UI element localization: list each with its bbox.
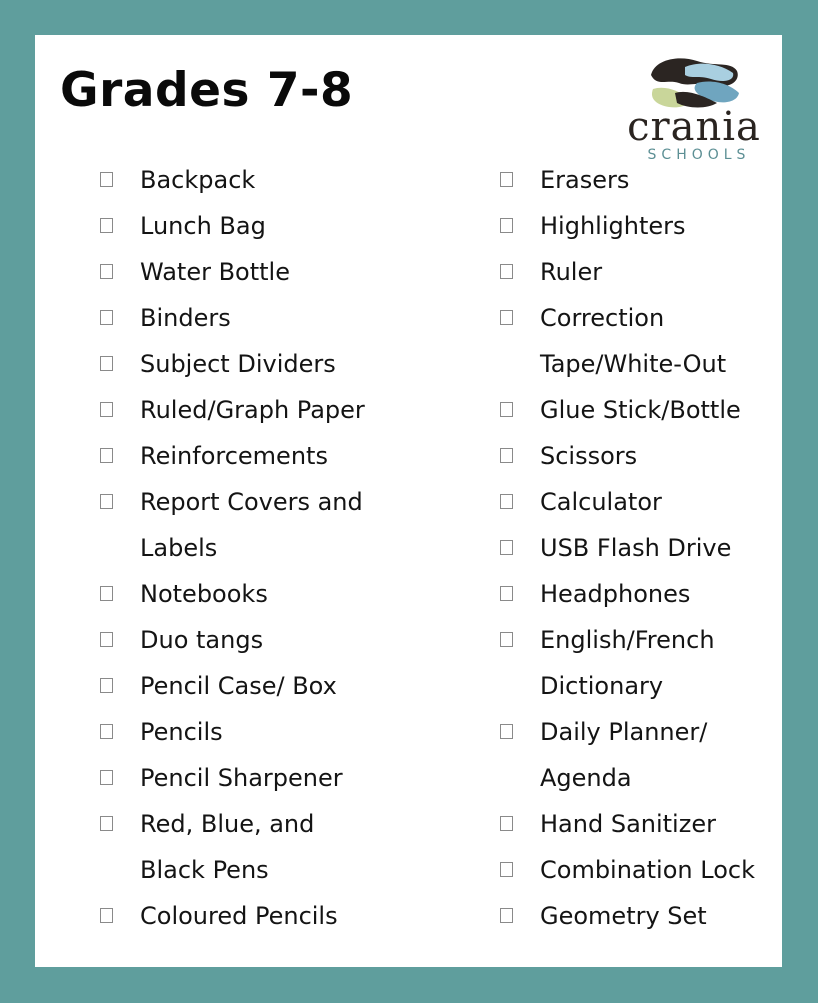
item-label: Calculator [540, 488, 662, 516]
item-label: Water Bottle [140, 258, 290, 286]
checkbox-icon[interactable] [500, 632, 513, 647]
item-label: Binders [140, 304, 231, 332]
item-label: Red, Blue, and Black Pens [140, 810, 315, 884]
checklist-item[interactable] [95, 295, 415, 341]
checkbox-icon[interactable] [100, 770, 113, 785]
checklist-item[interactable] [495, 847, 775, 893]
checklist-item[interactable] [95, 617, 415, 663]
checkbox-icon[interactable] [500, 816, 513, 831]
logo-wordmark: crania [627, 104, 761, 150]
checklist-item[interactable] [95, 801, 376, 893]
checkbox-icon[interactable] [500, 218, 513, 233]
item-label: Ruled/Graph Paper [140, 396, 365, 424]
checkbox-icon[interactable] [500, 448, 513, 463]
item-label: Subject Dividers [140, 350, 336, 378]
checkbox-icon[interactable] [500, 862, 513, 877]
item-label: Erasers [540, 166, 630, 194]
checkbox-icon[interactable] [100, 310, 113, 325]
checklist-item[interactable] [495, 709, 770, 801]
item-label: Glue Stick/Bottle [540, 396, 741, 424]
logo-mark-icon [645, 53, 741, 111]
checkbox-icon[interactable] [100, 172, 113, 187]
page-title: Grades 7-8 [60, 63, 354, 118]
checklist-item[interactable] [95, 709, 415, 755]
item-label: USB Flash Drive [540, 534, 732, 562]
checklist-item[interactable] [95, 571, 415, 617]
checkbox-icon[interactable] [500, 402, 513, 417]
checklist-item[interactable] [495, 571, 775, 617]
item-label: Backpack [140, 166, 256, 194]
checklist-item[interactable] [95, 387, 415, 433]
item-label: Report Covers and Labels [140, 488, 363, 562]
checklist-item[interactable] [95, 157, 415, 203]
checkbox-icon[interactable] [100, 724, 113, 739]
item-label: Ruler [540, 258, 603, 286]
item-label: Combination Lock [540, 856, 755, 884]
item-label: Correction Tape/White-Out [540, 304, 727, 378]
item-label: Daily Planner/ Agenda [540, 718, 708, 792]
crania-schools-logo [619, 53, 769, 165]
item-label: Headphones [540, 580, 691, 608]
checklist-item[interactable] [95, 893, 415, 939]
checkbox-icon[interactable] [100, 678, 113, 693]
checkbox-icon[interactable] [100, 218, 113, 233]
checklist-item[interactable] [495, 893, 775, 939]
checklist-item[interactable] [495, 433, 775, 479]
item-label: Reinforcements [140, 442, 328, 470]
checkbox-icon[interactable] [100, 586, 113, 601]
checkbox-icon[interactable] [500, 494, 513, 509]
checklist-item[interactable] [495, 249, 775, 295]
checkbox-icon[interactable] [100, 356, 113, 371]
checkbox-icon[interactable] [100, 494, 113, 509]
checklist-item[interactable] [495, 295, 780, 387]
checkbox-icon[interactable] [500, 264, 513, 279]
item-label: Lunch Bag [140, 212, 266, 240]
checklist-item[interactable] [95, 663, 415, 709]
checkbox-icon[interactable] [100, 264, 113, 279]
item-label: Geometry Set [540, 902, 707, 930]
checklist-item[interactable] [495, 525, 775, 571]
checkbox-icon[interactable] [100, 908, 113, 923]
left-checklist [95, 157, 415, 939]
item-label: English/French Dictionary [540, 626, 715, 700]
checklist-item[interactable] [495, 203, 775, 249]
checkbox-icon[interactable] [500, 540, 513, 555]
checklist-item[interactable] [95, 203, 415, 249]
checklist-item[interactable] [95, 249, 415, 295]
checkbox-icon[interactable] [500, 310, 513, 325]
checklist-item[interactable] [495, 479, 775, 525]
checkbox-icon[interactable] [100, 816, 113, 831]
checklist-item[interactable] [95, 755, 415, 801]
right-checklist [495, 157, 775, 939]
supply-list-card [35, 35, 782, 967]
item-label: Notebooks [140, 580, 268, 608]
logo-subtitle: SCHOOLS [647, 147, 751, 163]
checklist-item[interactable] [95, 479, 376, 571]
checklist-item[interactable] [495, 801, 775, 847]
item-label: Pencil Sharpener [140, 764, 343, 792]
item-label: Coloured Pencils [140, 902, 338, 930]
checklist-item[interactable] [95, 341, 415, 387]
checkbox-icon[interactable] [500, 724, 513, 739]
checkbox-icon[interactable] [500, 172, 513, 187]
checkbox-icon[interactable] [100, 448, 113, 463]
item-label: Pencils [140, 718, 223, 746]
item-label: Hand Sanitizer [540, 810, 716, 838]
checklist-item[interactable] [495, 157, 775, 203]
item-label: Highlighters [540, 212, 686, 240]
checklist-item[interactable] [95, 433, 415, 479]
checklist-item[interactable] [495, 387, 775, 433]
item-label: Scissors [540, 442, 638, 470]
checkbox-icon[interactable] [100, 632, 113, 647]
checklist-item[interactable] [495, 617, 770, 709]
item-label: Pencil Case/ Box [140, 672, 337, 700]
checkbox-icon[interactable] [500, 908, 513, 923]
checkbox-icon[interactable] [100, 402, 113, 417]
item-label: Duo tangs [140, 626, 264, 654]
checkbox-icon[interactable] [500, 586, 513, 601]
